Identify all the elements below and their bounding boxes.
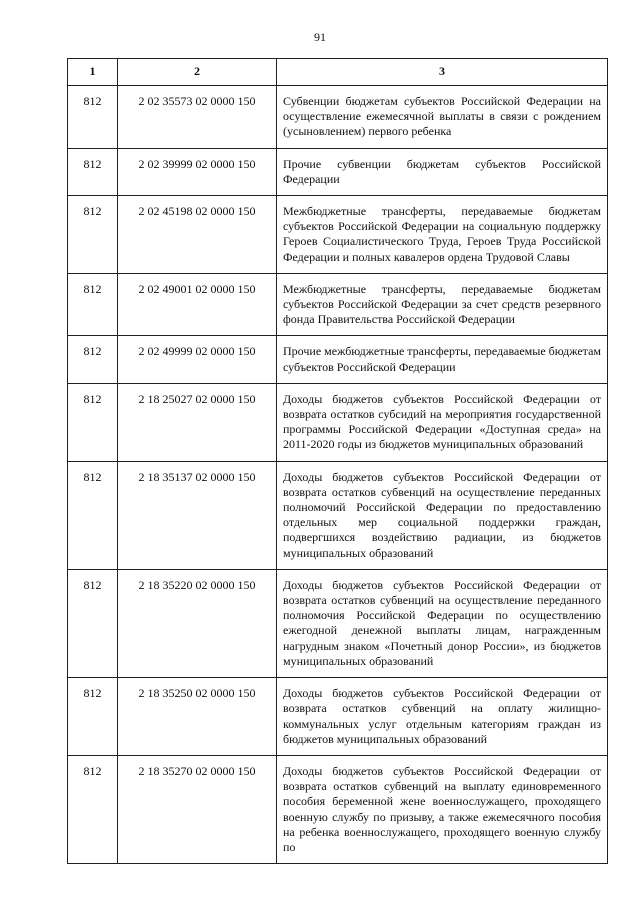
budget-classification-code: 2 02 49999 02 0000 150 xyxy=(118,336,277,383)
income-description: Межбюджетные трансферты, передаваемые бюджетам субъектов Российской Федерации на социальную поддержку Героев Социалистического Труда, Героев Труда Российской Федерации и полных кавалеров ордена Трудовой Славы xyxy=(277,196,608,274)
admin-code: 812 xyxy=(68,461,118,569)
admin-code: 812 xyxy=(68,678,118,756)
budget-classification-code: 2 18 35137 02 0000 150 xyxy=(118,461,277,569)
budget-classification-code: 2 02 49001 02 0000 150 xyxy=(118,273,277,336)
header-col-1: 1 xyxy=(68,59,118,86)
budget-classification-code: 2 02 39999 02 0000 150 xyxy=(118,148,277,195)
table-header-row xyxy=(68,59,608,86)
table-row xyxy=(68,273,608,336)
income-codes-table xyxy=(67,58,608,864)
budget-classification-code: 2 18 25027 02 0000 150 xyxy=(118,383,277,461)
table-row xyxy=(68,461,608,569)
table-row xyxy=(68,86,608,149)
admin-code: 812 xyxy=(68,273,118,336)
table-row xyxy=(68,336,608,383)
income-description: Прочие межбюджетные трансферты, передаваемые бюджетам субъектов Российской Федерации xyxy=(277,336,608,383)
admin-code: 812 xyxy=(68,383,118,461)
admin-code: 812 xyxy=(68,148,118,195)
table-row xyxy=(68,569,608,677)
table-row xyxy=(68,678,608,756)
admin-code: 812 xyxy=(68,196,118,274)
admin-code: 812 xyxy=(68,336,118,383)
income-description: Доходы бюджетов субъектов Российской Федерации от возврата остатков субвенций на осуществление переданного полномочия Российской Федерации по осуществлению ежегодной денежной выплаты лицам, награжденным нагрудным знаком «Почетный донор России», из бюджетов муниципальных образований xyxy=(277,569,608,677)
admin-code: 812 xyxy=(68,86,118,149)
table-row xyxy=(68,383,608,461)
budget-classification-code: 2 02 35573 02 0000 150 xyxy=(118,86,277,149)
income-description: Доходы бюджетов субъектов Российской Федерации от возврата остатков субвенций на осуществление переданных полномочий Российской Федерации по предоставлению отдельных мер социальной поддержки граждан, подвергшихся воздействию радиации, из бюджетов муниципальных образований xyxy=(277,461,608,569)
budget-classification-code: 2 18 35270 02 0000 150 xyxy=(118,755,277,863)
admin-code: 812 xyxy=(68,569,118,677)
header-col-2: 2 xyxy=(118,59,277,86)
income-description: Межбюджетные трансферты, передаваемые бюджетам субъектов Российской Федерации за счет средств резервного фонда Правительства Российской Федерации xyxy=(277,273,608,336)
income-description: Доходы бюджетов субъектов Российской Федерации от возврата остатков субвенций на выплату единовременного пособия беременной жене военнослужащего, проходящего военную службу по призыву, а также ежемесячного пособия на ребенка военнослужащего, проходящего военную службу по xyxy=(277,755,608,863)
budget-classification-code: 2 18 35250 02 0000 150 xyxy=(118,678,277,756)
budget-classification-code: 2 18 35220 02 0000 150 xyxy=(118,569,277,677)
table-row xyxy=(68,196,608,274)
table-row xyxy=(68,755,608,863)
budget-classification-code: 2 02 45198 02 0000 150 xyxy=(118,196,277,274)
income-description: Доходы бюджетов субъектов Российской Федерации от возврата остатков субсидий на мероприятия государственной программы Российской Федерации «Доступная среда» на 2011-2020 годы из бюджетов муниципальных образований xyxy=(277,383,608,461)
page-number: 91 xyxy=(314,30,326,44)
income-description: Прочие субвенции бюджетам субъектов Российской Федерации xyxy=(277,148,608,195)
header-col-3: 3 xyxy=(277,59,608,86)
admin-code: 812 xyxy=(68,755,118,863)
income-description: Доходы бюджетов субъектов Российской Федерации от возврата остатков субвенций на оплату жилищно-коммунальных услуг отдельным категориям граждан из бюджетов муниципальных образований xyxy=(277,678,608,756)
income-description: Субвенции бюджетам субъектов Российской Федерации на осуществление ежемесячной выплаты в связи с рождением (усыновлением) первого ребенка xyxy=(277,86,608,149)
table-row xyxy=(68,148,608,195)
